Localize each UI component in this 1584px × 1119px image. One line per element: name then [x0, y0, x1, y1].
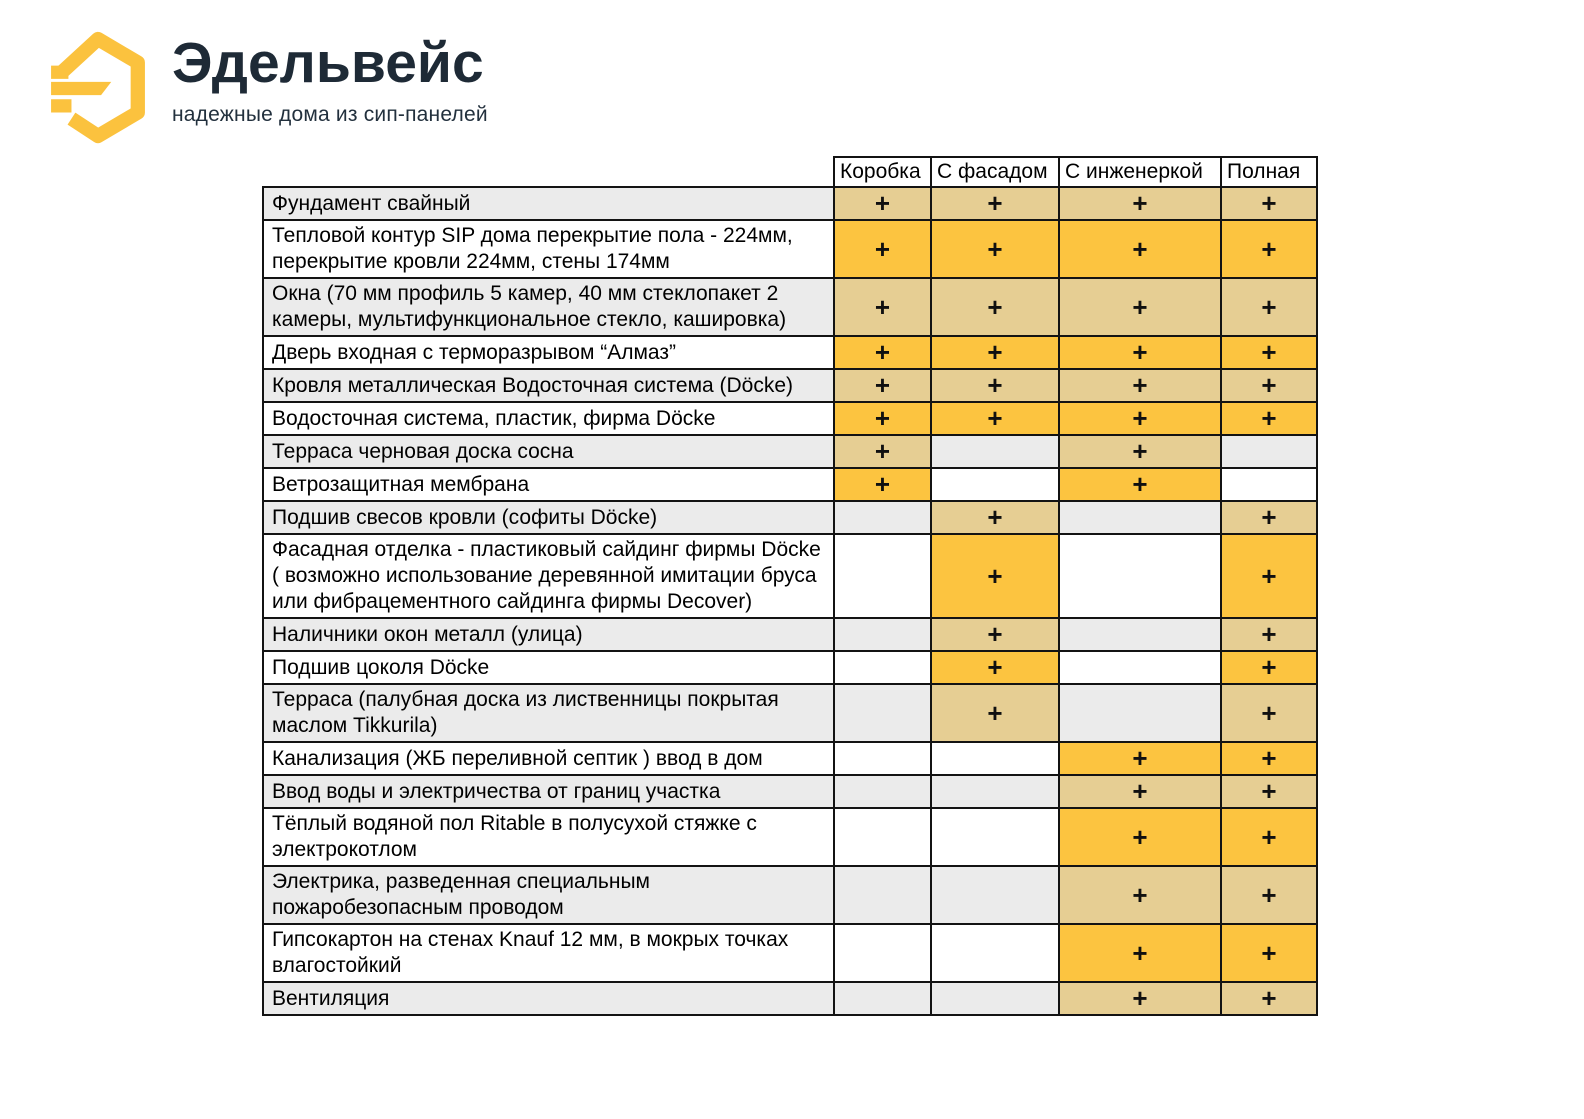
table-row — [263, 468, 1317, 501]
not-included-cell — [834, 684, 931, 742]
column-header: С фасадом — [931, 157, 1059, 187]
included-plus-cell: + — [1221, 187, 1317, 220]
included-plus-cell: + — [1059, 866, 1221, 924]
not-included-cell — [1059, 684, 1221, 742]
feature-label: Терраса (палубная доска из лиственницы покрытая маслом Tikkurila) — [263, 684, 834, 742]
not-included-cell — [834, 534, 931, 618]
brand-title: Эдельвейс — [172, 31, 484, 95]
included-plus-cell: + — [1221, 618, 1317, 651]
not-included-cell — [834, 501, 931, 534]
package-comparison-table — [262, 156, 1318, 1016]
table-row — [263, 618, 1317, 651]
table-corner-spacer — [263, 157, 834, 187]
not-included-cell — [1221, 435, 1317, 468]
not-included-cell — [834, 866, 931, 924]
included-plus-cell: + — [1059, 982, 1221, 1015]
included-plus-cell: + — [834, 336, 931, 369]
included-plus-cell: + — [1059, 278, 1221, 336]
included-plus-cell: + — [931, 651, 1059, 684]
included-plus-cell: + — [931, 534, 1059, 618]
not-included-cell — [1059, 501, 1221, 534]
feature-label: Фасадная отделка - пластиковый сайдинг фирмы Döcke ( возможно использование деревянной имитации бруса или фибрацементного сайдинга фирмы Decover) — [263, 534, 834, 618]
not-included-cell — [834, 982, 931, 1015]
table-row — [263, 534, 1317, 618]
brand-header — [48, 28, 488, 146]
table-header-row — [263, 157, 1317, 187]
feature-label: Электрика, разведенная специальным пожаробезопасным проводом — [263, 866, 834, 924]
table-row — [263, 336, 1317, 369]
included-plus-cell: + — [1221, 866, 1317, 924]
included-plus-cell: + — [931, 220, 1059, 278]
included-plus-cell: + — [834, 435, 931, 468]
included-plus-cell: + — [931, 369, 1059, 402]
included-plus-cell: + — [931, 402, 1059, 435]
table-row — [263, 402, 1317, 435]
included-plus-cell: + — [834, 468, 931, 501]
not-included-cell — [834, 618, 931, 651]
feature-label: Терраса черновая доска сосна — [263, 435, 834, 468]
not-included-cell — [834, 742, 931, 775]
not-included-cell — [931, 468, 1059, 501]
included-plus-cell: + — [1221, 534, 1317, 618]
table-row — [263, 775, 1317, 808]
included-plus-cell: + — [834, 278, 931, 336]
included-plus-cell: + — [1221, 775, 1317, 808]
included-plus-cell: + — [834, 402, 931, 435]
table-row — [263, 278, 1317, 336]
table-row — [263, 982, 1317, 1015]
feature-label: Тёплый водяной пол Ritable в полусухой стяжке с электрокотлом — [263, 808, 834, 866]
not-included-cell — [1221, 468, 1317, 501]
column-header: С инженеркой — [1059, 157, 1221, 187]
feature-label: Канализация (ЖБ переливной септик ) ввод в дом — [263, 742, 834, 775]
feature-label: Ввод воды и электричества от границ участка — [263, 775, 834, 808]
included-plus-cell: + — [1221, 982, 1317, 1015]
not-included-cell — [931, 435, 1059, 468]
not-included-cell — [931, 742, 1059, 775]
feature-label: Ветрозащитная мембрана — [263, 468, 834, 501]
feature-label: Окна (70 мм профиль 5 камер, 40 мм стеклопакет 2 камеры, мультифункциональное стекло, кашировка) — [263, 278, 834, 336]
feature-label: Гипсокартон на стенах Knauf 12 мм, в мокрых точках влагостойкий — [263, 924, 834, 982]
included-plus-cell: + — [1059, 402, 1221, 435]
not-included-cell — [931, 924, 1059, 982]
table-row — [263, 651, 1317, 684]
table-row — [263, 924, 1317, 982]
included-plus-cell: + — [1059, 742, 1221, 775]
table-row — [263, 866, 1317, 924]
not-included-cell — [931, 775, 1059, 808]
feature-label: Подшив свесов кровли (софиты Döcke) — [263, 501, 834, 534]
included-plus-cell: + — [931, 501, 1059, 534]
feature-label: Наличники окон металл (улица) — [263, 618, 834, 651]
included-plus-cell: + — [1221, 402, 1317, 435]
included-plus-cell: + — [834, 187, 931, 220]
table-row — [263, 220, 1317, 278]
feature-label: Подшив цоколя Döcke — [263, 651, 834, 684]
brand-text-block — [172, 28, 488, 127]
included-plus-cell: + — [931, 278, 1059, 336]
not-included-cell — [834, 924, 931, 982]
feature-label: Фундамент свайный — [263, 187, 834, 220]
hexagon-e-logo-icon — [48, 28, 148, 146]
included-plus-cell: + — [1221, 369, 1317, 402]
not-included-cell — [834, 651, 931, 684]
included-plus-cell: + — [1059, 220, 1221, 278]
included-plus-cell: + — [1059, 924, 1221, 982]
included-plus-cell: + — [1221, 278, 1317, 336]
included-plus-cell: + — [834, 369, 931, 402]
included-plus-cell: + — [1059, 336, 1221, 369]
included-plus-cell: + — [931, 336, 1059, 369]
included-plus-cell: + — [834, 220, 931, 278]
included-plus-cell: + — [1221, 501, 1317, 534]
table-row — [263, 369, 1317, 402]
not-included-cell — [931, 866, 1059, 924]
not-included-cell — [1059, 651, 1221, 684]
included-plus-cell: + — [1059, 468, 1221, 501]
feature-label: Тепловой контур SIP дома перекрытие пола - 224мм, перекрытие кровли 224мм, стены 174мм — [263, 220, 834, 278]
included-plus-cell: + — [931, 618, 1059, 651]
not-included-cell — [834, 775, 931, 808]
not-included-cell — [1059, 618, 1221, 651]
included-plus-cell: + — [1059, 808, 1221, 866]
column-header: Коробка — [834, 157, 931, 187]
included-plus-cell: + — [1221, 742, 1317, 775]
included-plus-cell: + — [1059, 435, 1221, 468]
included-plus-cell: + — [1221, 808, 1317, 866]
included-plus-cell: + — [1221, 336, 1317, 369]
table-row — [263, 684, 1317, 742]
included-plus-cell: + — [1221, 924, 1317, 982]
table-row — [263, 808, 1317, 866]
not-included-cell — [834, 808, 931, 866]
column-header: Полная — [1221, 157, 1317, 187]
included-plus-cell: + — [1059, 369, 1221, 402]
table-row — [263, 742, 1317, 775]
included-plus-cell: + — [1059, 187, 1221, 220]
not-included-cell — [1059, 534, 1221, 618]
brand-tagline: надежные дома из сип-панелей — [172, 102, 488, 126]
included-plus-cell: + — [1059, 775, 1221, 808]
included-plus-cell: + — [931, 684, 1059, 742]
table-row — [263, 501, 1317, 534]
included-plus-cell: + — [1221, 220, 1317, 278]
included-plus-cell: + — [1221, 684, 1317, 742]
feature-label: Дверь входная с терморазрывом “Алмаз” — [263, 336, 834, 369]
included-plus-cell: + — [1221, 651, 1317, 684]
feature-label: Водосточная система, пластик, фирма Döcke — [263, 402, 834, 435]
feature-label: Вентиляция — [263, 982, 834, 1015]
not-included-cell — [931, 808, 1059, 866]
not-included-cell — [931, 982, 1059, 1015]
table-row — [263, 435, 1317, 468]
table-row — [263, 187, 1317, 220]
included-plus-cell: + — [931, 187, 1059, 220]
feature-label: Кровля металлическая Водосточная система (Döcke) — [263, 369, 834, 402]
